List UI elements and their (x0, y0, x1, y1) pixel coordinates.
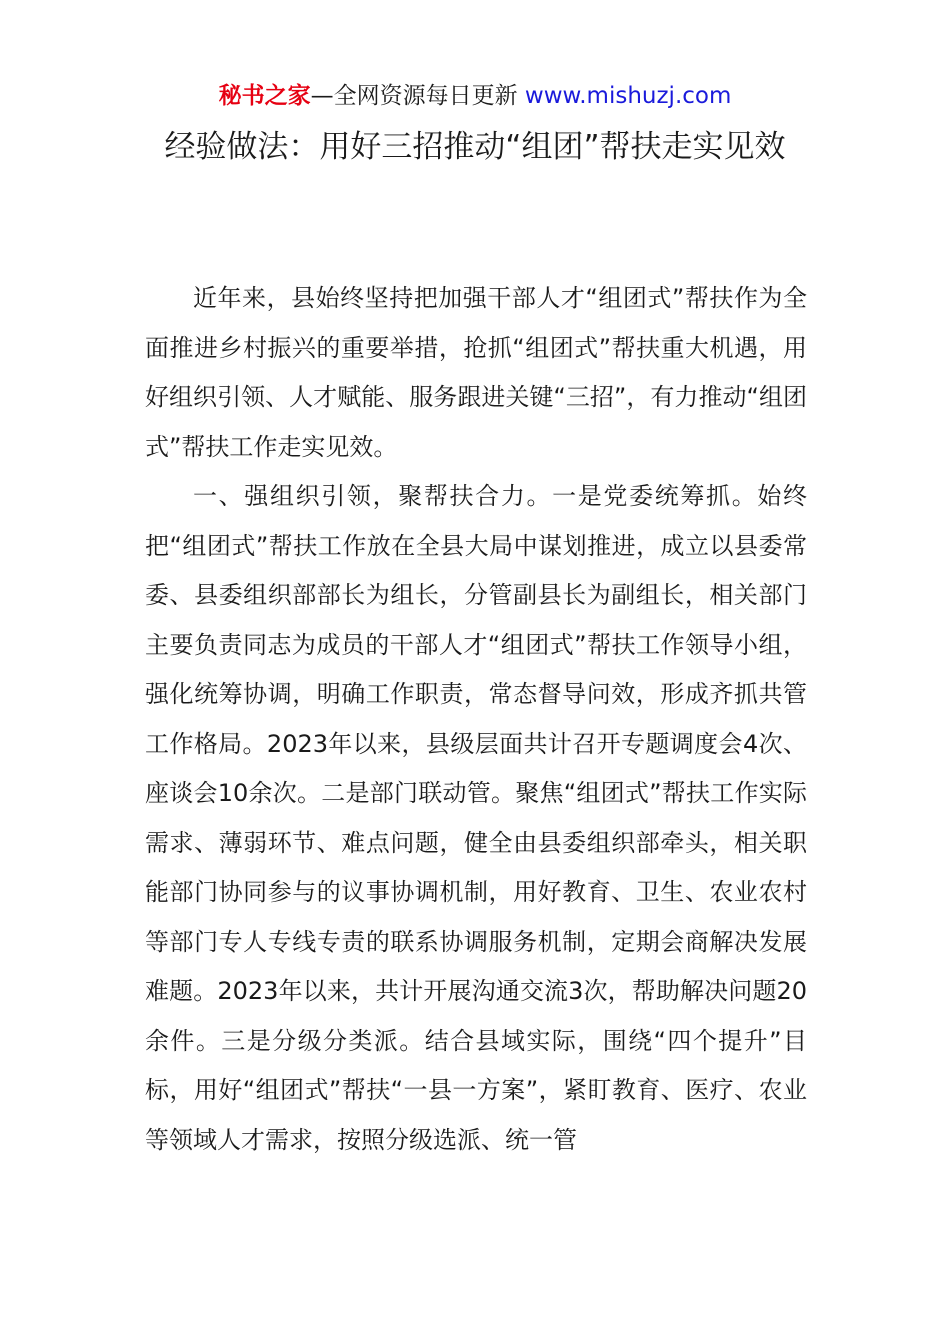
site-tagline: —全网资源每日更新 (310, 83, 525, 109)
site-header (0, 80, 950, 112)
site-brand: 秘书之家 (218, 83, 311, 109)
document-title: 经验做法：用好三招推动“组团”帮扶走实见效 (164, 129, 786, 165)
document-body (145, 274, 807, 1165)
paragraph-section-one: 一、强组织引领，聚帮扶合力。一是党委统筹抓。始终把“组团式”帮扶工作放在全县大局中谋划推进，成立以县委常委、县委组织部部长为组长，分管副县长为副组长，相关部门主要负责同志为成员的干部人才“组团式”帮扶工作领导小组，强化统筹协调，明确工作职责，常态督导问效，形成齐抓共管工作格局。2023年以来，县级层面共计召开专题调度会4次、座谈会10余次。二是部门联动管。聚焦“组团式”帮扶工作实际需求、薄弱环节、难点问题，健全由县委组织部牵头，相关职能部门协同参与的议事协调机制，用好教育、卫生、农业农村等部门专人专线专责的联系协调服务机制，定期会商解决发展难题。2023年以来，共计开展沟通交流3次，帮助解决问题20余件。三是分级分类派。结合县域实际，围绕“四个提升”目标，用好“组团式”帮扶“一县一方案”，紧盯教育、医疗、农业等领域人才需求，按照分级选派、统一管 (145, 482, 807, 1154)
paragraph-intro: 近年来，县始终坚持把加强干部人才“组团式”帮扶作为全面推进乡村振兴的重要举措，抢抓“组团式”帮扶重大机遇，用好组织引领、人才赋能、服务跟进关键“三招”，有力推动“组团式”帮扶工作走实见效。 (145, 284, 807, 461)
site-url-link[interactable]: www.mishuzj.com (524, 83, 732, 109)
